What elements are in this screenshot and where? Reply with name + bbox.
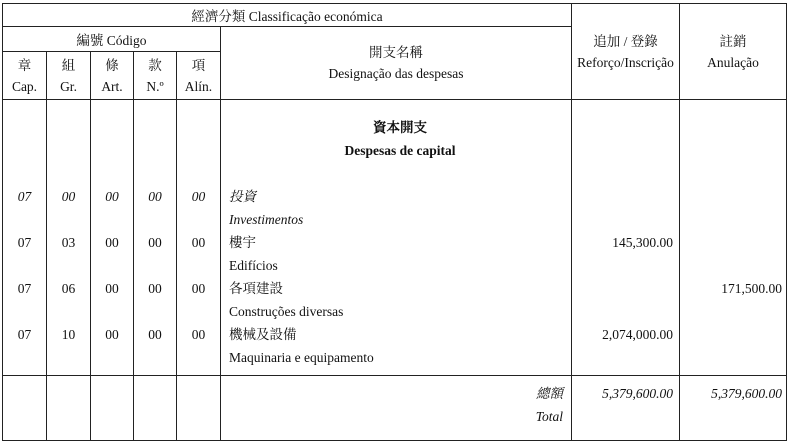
amount-cell: 2,074,000.00 xyxy=(602,327,674,342)
cap-column xyxy=(3,100,47,376)
total-label-pt: Total xyxy=(535,409,564,424)
gr-header-pt: Gr. xyxy=(60,78,77,94)
item-name-pt: Maquinaria e equipamento xyxy=(229,350,374,365)
item-name-pt: Edifícios xyxy=(229,258,278,273)
cap-header xyxy=(3,52,47,100)
item-name-zh: 樓宇 xyxy=(229,235,256,250)
budget-table xyxy=(2,3,787,441)
alin-header-zh: 項 xyxy=(191,57,206,73)
reforco-header-zh: 追加 / 登錄 xyxy=(593,33,658,49)
art-header-pt: Art. xyxy=(101,78,123,94)
amount-cell xyxy=(680,323,782,346)
total-label-zh: 總額 xyxy=(536,386,564,401)
table-cell: 00 xyxy=(148,235,162,250)
table-body xyxy=(3,100,787,376)
table-cell: 00 xyxy=(105,327,119,342)
table-cell: 00 xyxy=(191,189,206,204)
amount-cell: 145,300.00 xyxy=(612,235,674,250)
item-name-zh: 機械及設備 xyxy=(229,327,297,342)
table-cell: 00 xyxy=(191,327,206,342)
amount-cell xyxy=(572,277,673,300)
total-empty-n xyxy=(134,376,177,441)
amount-cell: 171,500.00 xyxy=(721,281,783,296)
art-header-zh: 條 xyxy=(105,57,119,73)
anulacao-header xyxy=(680,4,787,100)
total-row xyxy=(3,376,787,441)
art-header xyxy=(91,52,134,100)
table-cell: 00 xyxy=(105,281,119,296)
designation-header-pt: Designação das despesas xyxy=(328,66,464,81)
table-cell: 00 xyxy=(105,189,119,204)
code-header: 編號 Código xyxy=(3,27,221,52)
reforco-header-pt: Reforço/Inscrição xyxy=(577,54,674,70)
gr-header xyxy=(47,52,91,100)
total-empty-art xyxy=(91,376,134,441)
amount-cell xyxy=(680,231,782,254)
total-empty-alin xyxy=(177,376,221,441)
art-column xyxy=(91,100,134,376)
cap-header-zh: 章 xyxy=(17,57,32,73)
gr-header-zh: 組 xyxy=(61,57,76,73)
section-title-zh: 資本開支 xyxy=(373,120,427,135)
total-empty-gr xyxy=(47,376,91,441)
designation-column xyxy=(221,100,572,376)
classification-header: 經濟分類 Classificação económica xyxy=(3,4,572,27)
item-name-pt: Construções diversas xyxy=(229,304,344,319)
n-column xyxy=(134,100,177,376)
table-cell: 03 xyxy=(61,235,76,250)
table-cell: 00 xyxy=(191,281,206,296)
cap-header-pt: Cap. xyxy=(11,78,38,94)
total-empty-cap xyxy=(3,376,47,441)
designation-header-zh: 開支名稱 xyxy=(369,45,423,60)
amount-cell xyxy=(572,185,673,208)
table-cell: 00 xyxy=(61,189,76,204)
table-cell: 00 xyxy=(148,281,162,296)
table-cell: 06 xyxy=(61,281,76,296)
table-cell: 07 xyxy=(17,235,32,250)
total-reforco xyxy=(572,376,680,441)
alin-header-pt: Alín. xyxy=(184,78,213,94)
reforco-column xyxy=(572,100,680,376)
section-title-pt: Despesas de capital xyxy=(344,143,456,158)
table-cell: 07 xyxy=(17,189,32,204)
table-cell: 10 xyxy=(61,327,76,342)
anulacao-column xyxy=(680,100,787,376)
item-name-zh: 各項建設 xyxy=(229,281,283,296)
alin-header xyxy=(177,52,221,100)
table-cell: 00 xyxy=(105,235,119,250)
anulacao-header-zh: 註銷 xyxy=(719,33,747,49)
table-cell: 00 xyxy=(148,327,162,342)
amount-cell xyxy=(680,185,782,208)
total-anulacao-value: 5,379,600.00 xyxy=(711,386,783,401)
n-header xyxy=(134,52,177,100)
alin-column xyxy=(177,100,221,376)
n-header-zh: 款 xyxy=(148,57,162,73)
table-cell: 00 xyxy=(148,189,162,204)
item-name-pt: Investimentos xyxy=(229,212,304,227)
anulacao-header-pt: Anulação xyxy=(707,54,759,70)
reforco-header xyxy=(572,4,680,100)
table-cell: 00 xyxy=(191,235,206,250)
item-name-zh: 投資 xyxy=(229,189,256,204)
total-reforco-value: 5,379,600.00 xyxy=(602,386,674,401)
designation-header xyxy=(221,27,572,100)
gr-column xyxy=(47,100,91,376)
total-anulacao xyxy=(680,376,787,441)
n-header-pt: N.º xyxy=(146,78,164,94)
table-cell: 07 xyxy=(17,281,32,296)
total-label xyxy=(221,376,572,441)
table-cell: 07 xyxy=(17,327,32,342)
